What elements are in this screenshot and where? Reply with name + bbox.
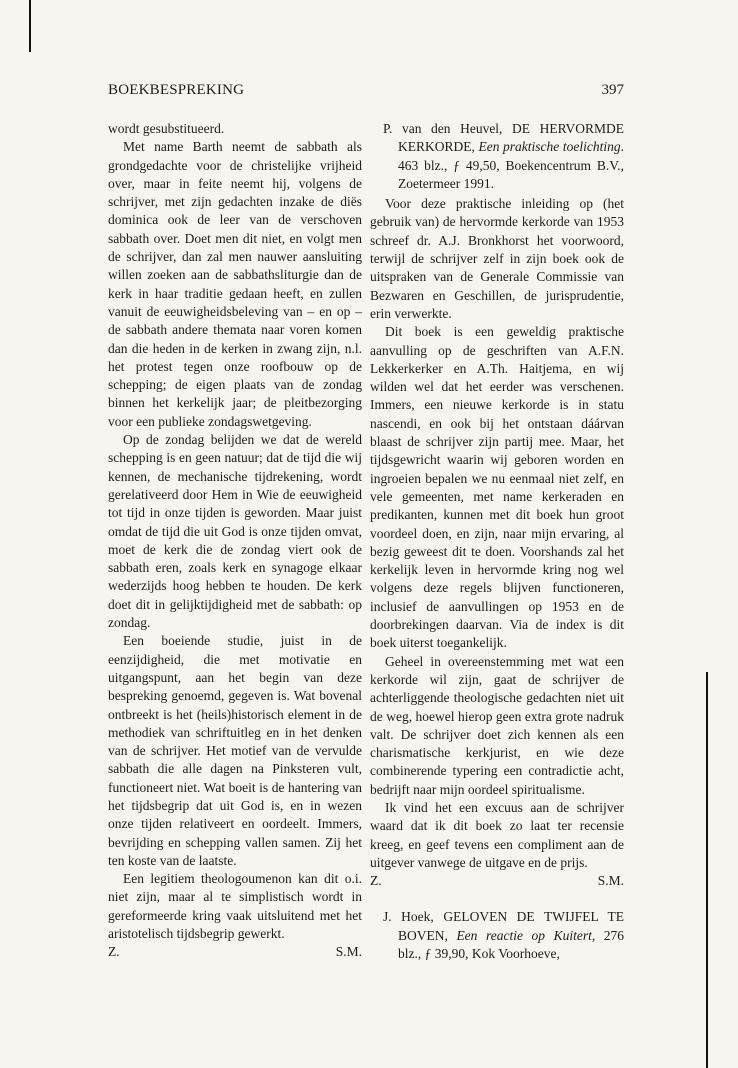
page-header: [108, 80, 624, 100]
paragraph: Op de zondag belijden we dat de wereld schepping is en geen natuur; dat de tijd die wij kennen, de mechanische tijdrekening, wordt gerelativeerd door Hem in Wie de eeuwigheid tot tijd in onze tijden is geworden. Maar juist omdat de tijd die uit God is onze tijden omvat, moet de kerk die de zondag viert ook de sabbath eren, zoals kerk en synagoge elkaar wederzijds hoog hebben te houden. De kerk doet dit in gelijktijdigheid met de sabbath: op zondag.: [108, 432, 362, 631]
review-heading: [370, 120, 624, 193]
review-details: . 463 blz., ƒ 49,50, Boekencentrum B.V., Zoetermeer 1991.: [398, 139, 624, 191]
section-title: BOEKBESPREKING: [108, 82, 245, 98]
signature-line: [108, 943, 362, 961]
review-heading: [370, 908, 624, 963]
review-subtitle: Een reactie op Kuitert,: [456, 927, 596, 943]
paragraph: Voor deze praktische inleiding op (het gebruik van) de hervormde kerkorde van 1953 schreef dr. A.J. Bronkhorst het voorwoord, terwijl de schrijver zelf in zijn boek ook de uitspraken van de Generale Commissie van Bezwaren en Geschillen, de jurisprudentie, erin verwerkte.: [370, 196, 624, 321]
paragraph: Dit boek is een geweldig praktische aanvulling op de geschriften van A.F.N. Lekkerkerker en A.Th. Haitjema, en wij wilden wel dat het eerder was verschenen. Immers, een nieuwe kerkorde is in statu nascendi, en ook bij het ontstaan dáárvan blaast de schrijver zijn partij mee. Maar, het tijdsgewricht waarin wij geboren worden en ingroeien bepalen we nu eenmaal niet zelf, en vele gemeenten, met name kerkeraden en predikanten, kunnen met dit boek hun groot voordeel doen, en zijn, naar mijn ervaring, al bezig geweest dit te doen. Voorshands zal het kerkelijk leven in hervormde kring nog wel volgens deze regels blijven functioneren, inclusief de aanvullingen op 1953 en de doorbrekingen daarvan. Via de index is dit boek uiterst toegankelijk.: [370, 324, 624, 651]
signature-initials: S.M.: [335, 944, 362, 960]
paragraph: Geheel in overeenstemming met wat een kerkorde wil zijn, gaat de schrijver de achterliggende theologische gedachten niet uit de weg, hoewel hierop geen extra grote nadruk valt. De schrijver doet zich kennen als een charismatische kerkjurist, en wie deze combinerende typering een contradictie acht, bedrijft naar mijn oordeel spiritualisme.: [370, 653, 624, 797]
review-author-title: J. Hoek, GELOVEN DE TWIJFEL TE BOVEN,: [383, 909, 624, 943]
signature-place: Z.: [370, 873, 382, 889]
paragraph: Een legitiem theologoumenon kan dit o.i. niet zijn, maar al te simplistisch wordt in gereformeerde kring vaak uitsluitend met het aristotelisch tijdsbegrip gewerkt.: [108, 871, 362, 942]
left-margin-rule: [29, 0, 31, 52]
review-details: 276 blz., ƒ 39,90, Kok Voorhoeve,: [398, 927, 625, 962]
signature-line: [370, 872, 624, 890]
paragraph: Met name Barth neemt de sabbath als grondgedachte voor de christelijke vrijheid over, maar in feite neemt hij, volgens de schrijver, met zijn gedachten inzake de diës dominica ook de leer van de verschoven sabbath over. Doet men dit niet, en volgt men de schrijver, dan zal men nauwer aansluiting willen zoeken aan de sabbathsliturgie dan de kerk in haar traditie gedaan heeft, en zullen vanuit de eeuwigheidsbeleving van – en op – de sabbath andere themata naar voren komen dan die heden in de kerken in zwang zijn, n.l. het protest tegen onze roofbouw op de schepping; de eigen plaats van de zondag binnen het kerkelijk jaar; de pleitbezorging voor een publieke zondagswetgeving.: [108, 139, 362, 429]
paragraph: wordt gesubstitueerd.: [108, 121, 225, 136]
paragraph: Een boeiende studie, juist in de eenzijdigheid, die met motivatie en uitgangspunt, aan het begin van deze bespreking genoemd, gegeven is. Wat bovenal ontbreekt is het (heils)historisch element in de methodiek van schriftuitleg en in het denken van de schrijver. Het motief van de vervulde sabbath die alle dagen na Pinksteren vult, functioneert niet. Wat boeit is de hantering van het tijdsbegrip dat uit God is, en in wezen onze tijden relativeert en oordeelt. Immers, bevrijding en schepping vallen samen. Zij het ten koste van de laatste.: [108, 633, 362, 868]
paragraph: Ik vind het een excuus aan de schrijver waard dat ik dit boek zo laat ter recensie kreeg, en geef tevens een compliment aan de uitgever vanwege de uitgave en de prijs.: [370, 799, 624, 870]
signature-initials: S.M.: [597, 873, 624, 889]
left-column: [108, 120, 362, 962]
page-number: 397: [601, 82, 624, 98]
right-column: [370, 120, 624, 965]
signature-place: Z.: [108, 944, 120, 960]
right-margin-rule: [706, 672, 708, 1068]
review-subtitle: Een praktische toelichting: [478, 139, 621, 155]
review-author-title: P. van den Heuvel, DE HERVORMDE KERKORDE,: [383, 121, 624, 155]
